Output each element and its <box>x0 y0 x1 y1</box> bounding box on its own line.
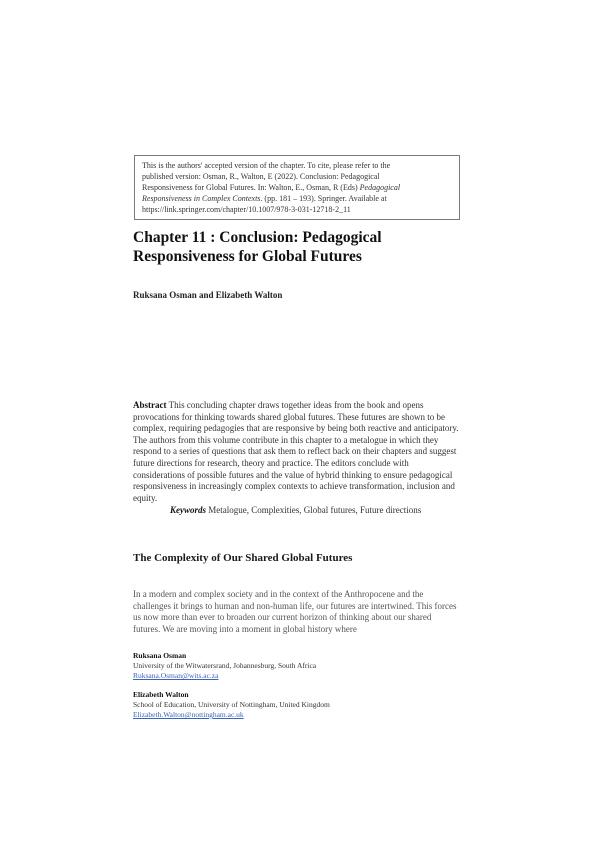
affiliation-institution: School of Education, University of Nottingham, United Kingdom <box>133 700 330 709</box>
notice-line-2: published version: Osman, R., Walton, E (2022). Conclusion: Pedagogical <box>142 172 380 181</box>
notice-line-3-plain: Responsiveness for Global Futures. In: Walton, E., Osman, R (Eds) <box>142 183 360 192</box>
notice-line-4 <box>142 193 452 204</box>
affiliation-osman <box>133 651 463 681</box>
chapter-authors: Ruksana Osman and Elizabeth Walton <box>133 290 283 300</box>
affiliation-email-link[interactable]: Ruksana.Osman@wits.ac.za <box>133 671 219 680</box>
chapter-title-line-1: Chapter 11 : Conclusion: Pedagogical <box>133 229 382 246</box>
affiliation-email-link[interactable]: Elizabeth.Walton@nottingham.ac.uk <box>133 710 244 719</box>
affiliation-name: Ruksana Osman <box>133 651 187 660</box>
keywords-label: Keywords <box>170 505 206 515</box>
notice-book-title-part2: Responsiveness in Complex Contexts <box>142 194 261 203</box>
abstract-text: This concluding chapter draws together ideas from the book and opens provocations for thinking towards shared global futures. These futures are shown to be complex, requiring pedagogies that are responsive by being both reactive and anticipatory. The authors from this volume contribute in this chapter to a metalogue in which they respond to a series of questions that ask them to reflect back on their chapters and suggest future directions for research, theory and practice. The editors conclude with considerations of possible futures and the value of hybrid thinking to ensure pedagogical responsiveness in increasingly complex contexts to achieve transformation, inclusion and equity. <box>133 400 459 503</box>
keywords-text: Metalogue, Complexities, Global futures, Future directions <box>208 505 422 515</box>
abstract-paragraph <box>133 400 459 504</box>
notice-book-title-part1: Pedagogical <box>359 183 401 192</box>
abstract-label: Abstract <box>133 400 167 410</box>
notice-line-4-plain: . (pp. 181 – 193). Springer. Available at <box>260 194 387 203</box>
notice-line-1: This is the authors' accepted version of the chapter. To cite, please refer to the <box>142 161 391 170</box>
keywords-line <box>170 505 470 516</box>
affiliation-institution: University of the Witwatersrand, Johannesburg, South Africa <box>133 661 317 670</box>
affiliation-walton <box>133 690 463 720</box>
section-body-paragraph: In a modern and complex society and in the context of the Anthropocene and the challenges it brings to human and non-human life, our futures are intertwined. This forces us now more than ever to broaden our current horizon of thinking about our shared futures. We are moving into a moment in global history where <box>133 589 457 634</box>
chapter-title-line-2: Responsiveness for Global Futures <box>133 248 362 265</box>
citation-notice-box <box>134 155 460 220</box>
notice-url[interactable]: https://link.springer.com/chapter/10.1007/978-3-031-12718-2_11 <box>142 205 351 214</box>
chapter-title <box>133 228 463 266</box>
section-heading: The Complexity of Our Shared Global Futures <box>133 552 353 564</box>
affiliation-name: Elizabeth Walton <box>133 690 189 699</box>
notice-line-3 <box>142 182 452 193</box>
